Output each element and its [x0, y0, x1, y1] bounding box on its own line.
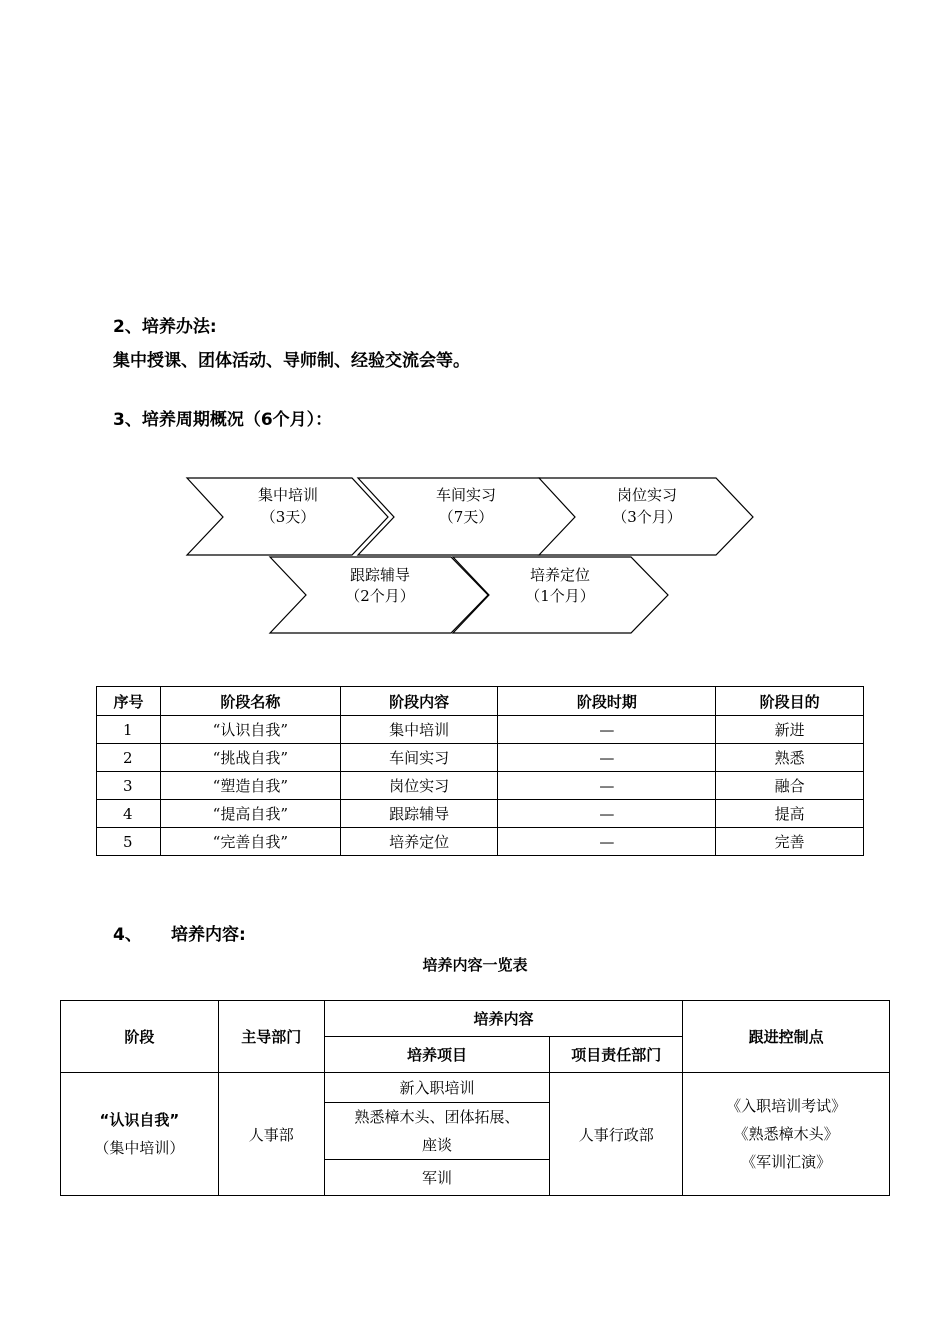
flow-step-2-name: 车间实习 — [435, 486, 497, 504]
content-table — [60, 1000, 890, 1196]
flow-step-4-name: 跟踪辅导 — [349, 566, 411, 584]
cell-content: 岗位实习 — [340, 772, 498, 800]
cell-goal: 完善 — [716, 828, 864, 856]
cell-name: “塑造自我” — [160, 772, 340, 800]
cell-item — [324, 1103, 550, 1160]
col-header-goal: 阶段目的 — [716, 687, 864, 716]
content-section-number: 4、 — [113, 925, 142, 945]
content-section-title: 培养内容: — [171, 925, 246, 945]
cell-index: 2 — [97, 744, 161, 772]
table-row — [97, 828, 864, 856]
cell-goal: 新进 — [716, 716, 864, 744]
table-row — [61, 1073, 890, 1103]
table-row — [97, 800, 864, 828]
content-table-title: 培养内容一览表 — [422, 956, 528, 974]
phase-table — [96, 686, 864, 856]
flow-step-1-name: 集中培训 — [257, 486, 319, 504]
item-line: 熟悉樟木头、团体拓展、 — [354, 1108, 520, 1126]
cell-goal: 融合 — [716, 772, 864, 800]
stage-name: “认识自我” — [99, 1111, 180, 1129]
cell-resp: 人事行政部 — [550, 1073, 683, 1196]
control-item: 《熟悉樟木头》 — [733, 1125, 839, 1143]
flow-step-5-name: 培养定位 — [529, 566, 591, 584]
cell-goal: 提高 — [716, 800, 864, 828]
col-header-content: 培养内容 — [324, 1001, 683, 1037]
cell-index: 1 — [97, 716, 161, 744]
flow-step-1 — [187, 478, 388, 555]
cell-item: 军训 — [324, 1160, 550, 1196]
col-header-control: 跟进控制点 — [683, 1001, 890, 1073]
col-header-stage: 阶段 — [61, 1001, 219, 1073]
flow-step-3-name: 岗位实习 — [616, 486, 678, 504]
cell-goal: 熟悉 — [716, 744, 864, 772]
cell-stage — [61, 1073, 219, 1196]
cell-index: 3 — [97, 772, 161, 800]
flow-step-2 — [358, 478, 576, 555]
col-header-content: 阶段内容 — [340, 687, 498, 716]
training-cycle-diagram — [0, 470, 950, 640]
col-header-period: 阶段时期 — [498, 687, 716, 716]
cell-name: “完善自我” — [160, 828, 340, 856]
cell-content: 集中培训 — [340, 716, 498, 744]
col-header-dept: 主导部门 — [218, 1001, 324, 1073]
cell-name: “挑战自我” — [160, 744, 340, 772]
col-header-name: 阶段名称 — [160, 687, 340, 716]
col-header-resp: 项目责任部门 — [550, 1037, 683, 1073]
content-table-header-row-1 — [61, 1001, 890, 1037]
col-header-index: 序号 — [97, 687, 161, 716]
stage-subtitle: （集中培训） — [94, 1139, 185, 1157]
cell-item: 新入职培训 — [324, 1073, 550, 1103]
flow-step-4 — [270, 557, 488, 633]
cell-period: — — [498, 828, 716, 856]
cell-period: — — [498, 716, 716, 744]
cell-name: “提高自我” — [160, 800, 340, 828]
col-header-item: 培养项目 — [324, 1037, 550, 1073]
cell-content: 车间实习 — [340, 744, 498, 772]
cell-content: 培养定位 — [340, 828, 498, 856]
flow-step-3-duration: （3个月） — [612, 508, 682, 526]
item-line: 座谈 — [422, 1136, 453, 1154]
flow-step-4-duration: （2个月） — [345, 587, 415, 605]
control-item: 《入职培训考试》 — [726, 1097, 847, 1115]
phase-table-header — [97, 687, 864, 716]
table-row — [97, 716, 864, 744]
cell-content: 跟踪辅导 — [340, 800, 498, 828]
control-item: 《军训汇演》 — [741, 1153, 832, 1171]
table-row — [97, 772, 864, 800]
cell-index: 5 — [97, 828, 161, 856]
cell-period: — — [498, 772, 716, 800]
cell-period: — — [498, 744, 716, 772]
table-row — [97, 744, 864, 772]
cell-index: 4 — [97, 800, 161, 828]
method-text: 集中授课、团体活动、导师制、经验交流会等。 — [113, 351, 470, 371]
flow-step-2-duration: （7天） — [438, 508, 494, 526]
flow-step-5-duration: （1个月） — [525, 587, 595, 605]
flow-step-1-duration: （3天） — [260, 508, 316, 526]
cell-dept: 人事部 — [218, 1073, 324, 1196]
cell-name: “认识自我” — [160, 716, 340, 744]
method-title: 2、培养办法: — [113, 317, 217, 337]
cell-period: — — [498, 800, 716, 828]
cell-control — [683, 1073, 890, 1196]
cycle-title: 3、培养周期概况（6个月）： — [113, 410, 333, 430]
